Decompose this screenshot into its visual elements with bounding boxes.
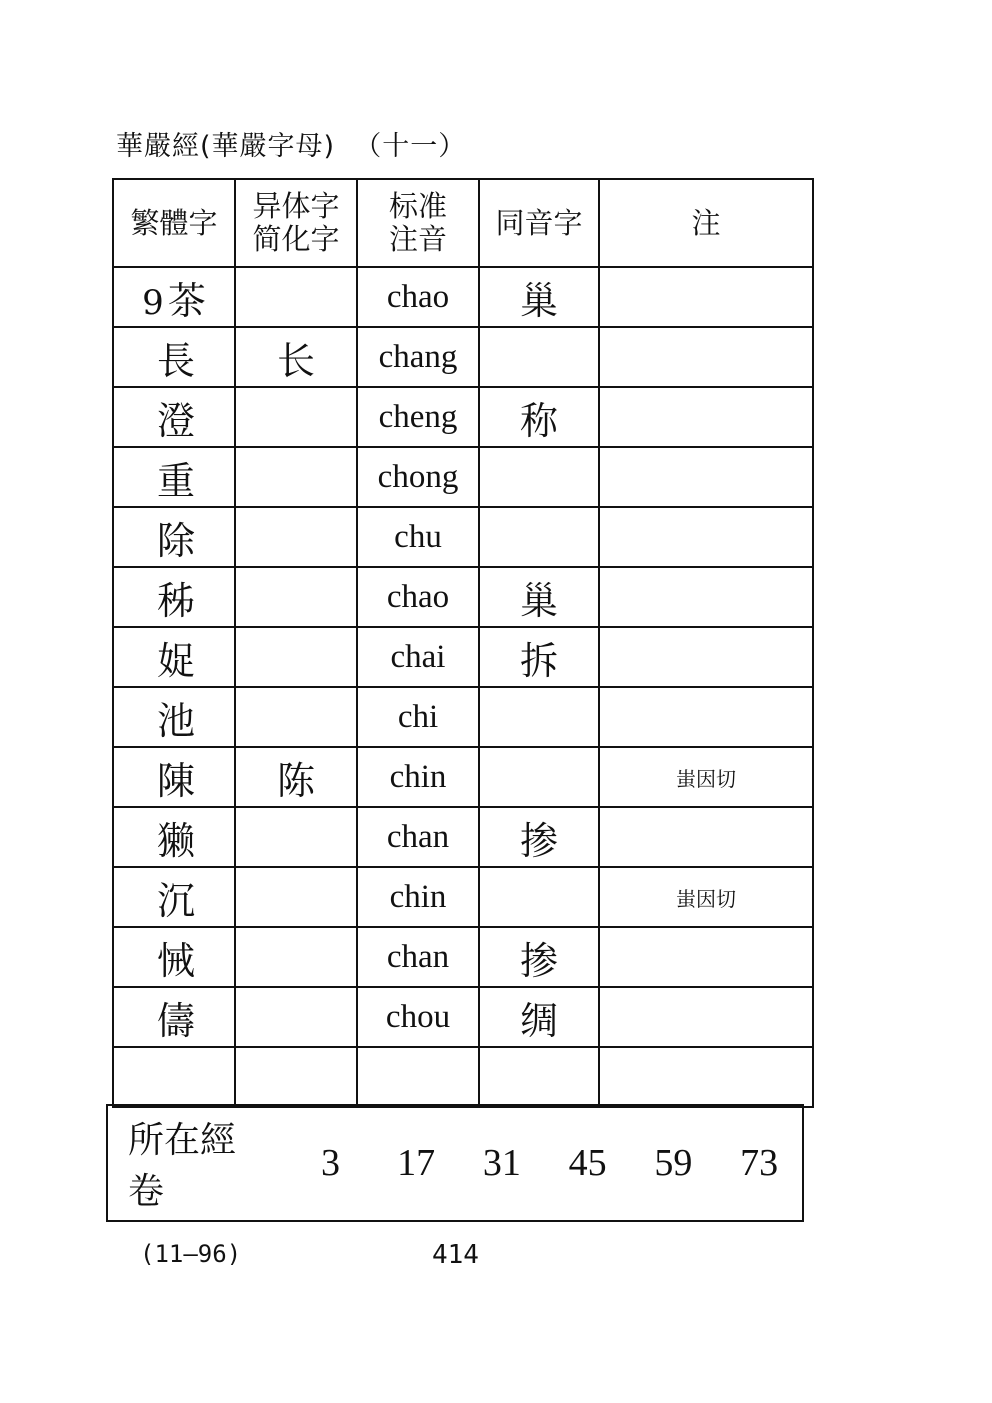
volume-number: 3 [320,1142,340,1184]
cell-pinyin [357,987,479,1047]
volume-number: 73 [740,1142,779,1184]
cell-homophone [479,927,599,987]
cell-note [599,327,813,387]
cell-note [599,567,813,627]
scroll-label: 所在經卷 [128,1120,237,1212]
traditional-char: 獭 [156,818,195,863]
homophone-char: 巢 [519,278,558,323]
cell-variant [235,567,357,627]
cell-variant [235,507,357,567]
cell-pinyin [357,687,479,747]
cell-variant [235,447,357,507]
pinyin: chin [389,878,447,915]
cell-traditional [113,627,235,687]
table-row [113,447,813,507]
note-text: 蚩因切 [676,766,736,791]
cell-pinyin [357,867,479,927]
traditional-char: 沉 [156,878,195,923]
table-row [113,387,813,447]
traditional-char: 長 [156,338,195,383]
traditional-char: 池 [156,698,195,743]
cell-pinyin [357,507,479,567]
traditional-char: 茶 [167,278,206,323]
cell-note [599,1047,813,1107]
cell-note [599,747,813,807]
cell-note [599,687,813,747]
header-homophone: 同音字 [479,179,599,267]
simplified-char: 陈 [276,758,315,803]
table-row [113,687,813,747]
pinyin: cheng [378,398,458,435]
traditional-char: 悈 [156,938,195,983]
traditional-char: 秭 [156,578,195,623]
cell-pinyin [357,447,479,507]
cell-note [599,627,813,687]
pinyin: chan [386,818,450,855]
cell-note [599,447,813,507]
cell-homophone [479,507,599,567]
cell-homophone [479,747,599,807]
cell-homophone [479,987,599,1047]
cell-homophone [479,687,599,747]
table-row [113,867,813,927]
cell-traditional [113,927,235,987]
cell-pinyin [357,927,479,987]
cell-variant [235,687,357,747]
cell-homophone [479,447,599,507]
cell-variant [235,327,357,387]
cell-pinyin [357,747,479,807]
cell-pinyin [357,807,479,867]
cell-traditional [113,867,235,927]
table-row [113,927,813,987]
pinyin: chang [378,338,458,375]
table-row [113,987,813,1047]
homophone-char: 掺 [519,938,558,983]
cell-traditional [113,387,235,447]
scroll-volumes [106,1104,804,1222]
pinyin: chao [386,278,450,315]
cell-traditional [113,567,235,627]
row-number: 9 [142,282,164,323]
cell-variant [235,807,357,867]
volume-number: 59 [654,1142,693,1184]
traditional-char: 儔 [156,998,195,1043]
cell-variant [235,927,357,987]
character-table [112,178,814,1108]
cell-traditional [113,267,235,327]
cell-note [599,387,813,447]
cell-variant [235,1047,357,1107]
cell-traditional [113,747,235,807]
cell-traditional [113,687,235,747]
cell-variant [235,747,357,807]
pinyin: chou [385,998,451,1035]
note-text: 蚩因切 [676,886,736,911]
traditional-char: 除 [156,518,195,563]
cell-variant [235,987,357,1047]
traditional-char: 澄 [156,398,195,443]
cell-note [599,987,813,1047]
traditional-char: 娖 [156,638,195,683]
pinyin: chin [389,758,447,795]
homophone-char: 称 [519,398,558,443]
cell-traditional [113,807,235,867]
table-row [113,567,813,627]
cell-pinyin [357,627,479,687]
homophone-char: 掺 [519,818,558,863]
simplified-char: 长 [276,338,315,383]
traditional-char: 重 [156,458,195,503]
homophone-char: 巢 [519,578,558,623]
cell-homophone [479,387,599,447]
page-number: 414 [432,1240,479,1270]
pinyin: chai [390,638,446,675]
cell-variant [235,627,357,687]
table-header-row [113,179,813,267]
cell-note [599,807,813,867]
header-traditional: 繁體字 [113,179,235,267]
pinyin: chu [394,518,442,555]
cell-traditional [113,1047,235,1107]
cell-homophone [479,807,599,867]
traditional-char: 陳 [156,758,195,803]
header-variant: 异体字简化字 [235,179,357,267]
cell-homophone [479,267,599,327]
cell-note [599,927,813,987]
cell-pinyin [357,387,479,447]
table-row [113,807,813,867]
volume-number: 45 [568,1142,607,1184]
homophone-char: 拆 [519,638,558,683]
cell-variant [235,267,357,327]
pinyin: chao [386,578,450,615]
cell-note [599,867,813,927]
cell-homophone [479,867,599,927]
cell-traditional [113,507,235,567]
table-row [113,627,813,687]
cell-homophone [479,567,599,627]
volume-number: 31 [482,1142,521,1184]
pinyin: chong [377,458,459,495]
table-row [113,507,813,567]
homophone-char: 绸 [519,998,558,1043]
header-pinyin: 标准注音 [357,179,479,267]
header-note: 注 [599,179,813,267]
cell-variant [235,387,357,447]
cell-traditional [113,987,235,1047]
cell-pinyin [357,1047,479,1107]
pinyin: chan [386,938,450,975]
page-title: 華嚴經(華嚴字母) （十一） [116,131,467,162]
cell-homophone [479,327,599,387]
table-row [113,1047,813,1107]
cell-pinyin [357,327,479,387]
cell-homophone [479,1047,599,1107]
cell-note [599,267,813,327]
cell-pinyin [357,267,479,327]
table-row [113,327,813,387]
pinyin: chi [397,698,439,735]
footer-code: (11—96) [140,1240,242,1268]
cell-pinyin [357,567,479,627]
cell-homophone [479,627,599,687]
cell-traditional [113,327,235,387]
cell-note [599,507,813,567]
cell-traditional [113,447,235,507]
cell-variant [235,867,357,927]
table-row [113,747,813,807]
volume-number: 17 [397,1142,436,1184]
table-row [113,267,813,327]
